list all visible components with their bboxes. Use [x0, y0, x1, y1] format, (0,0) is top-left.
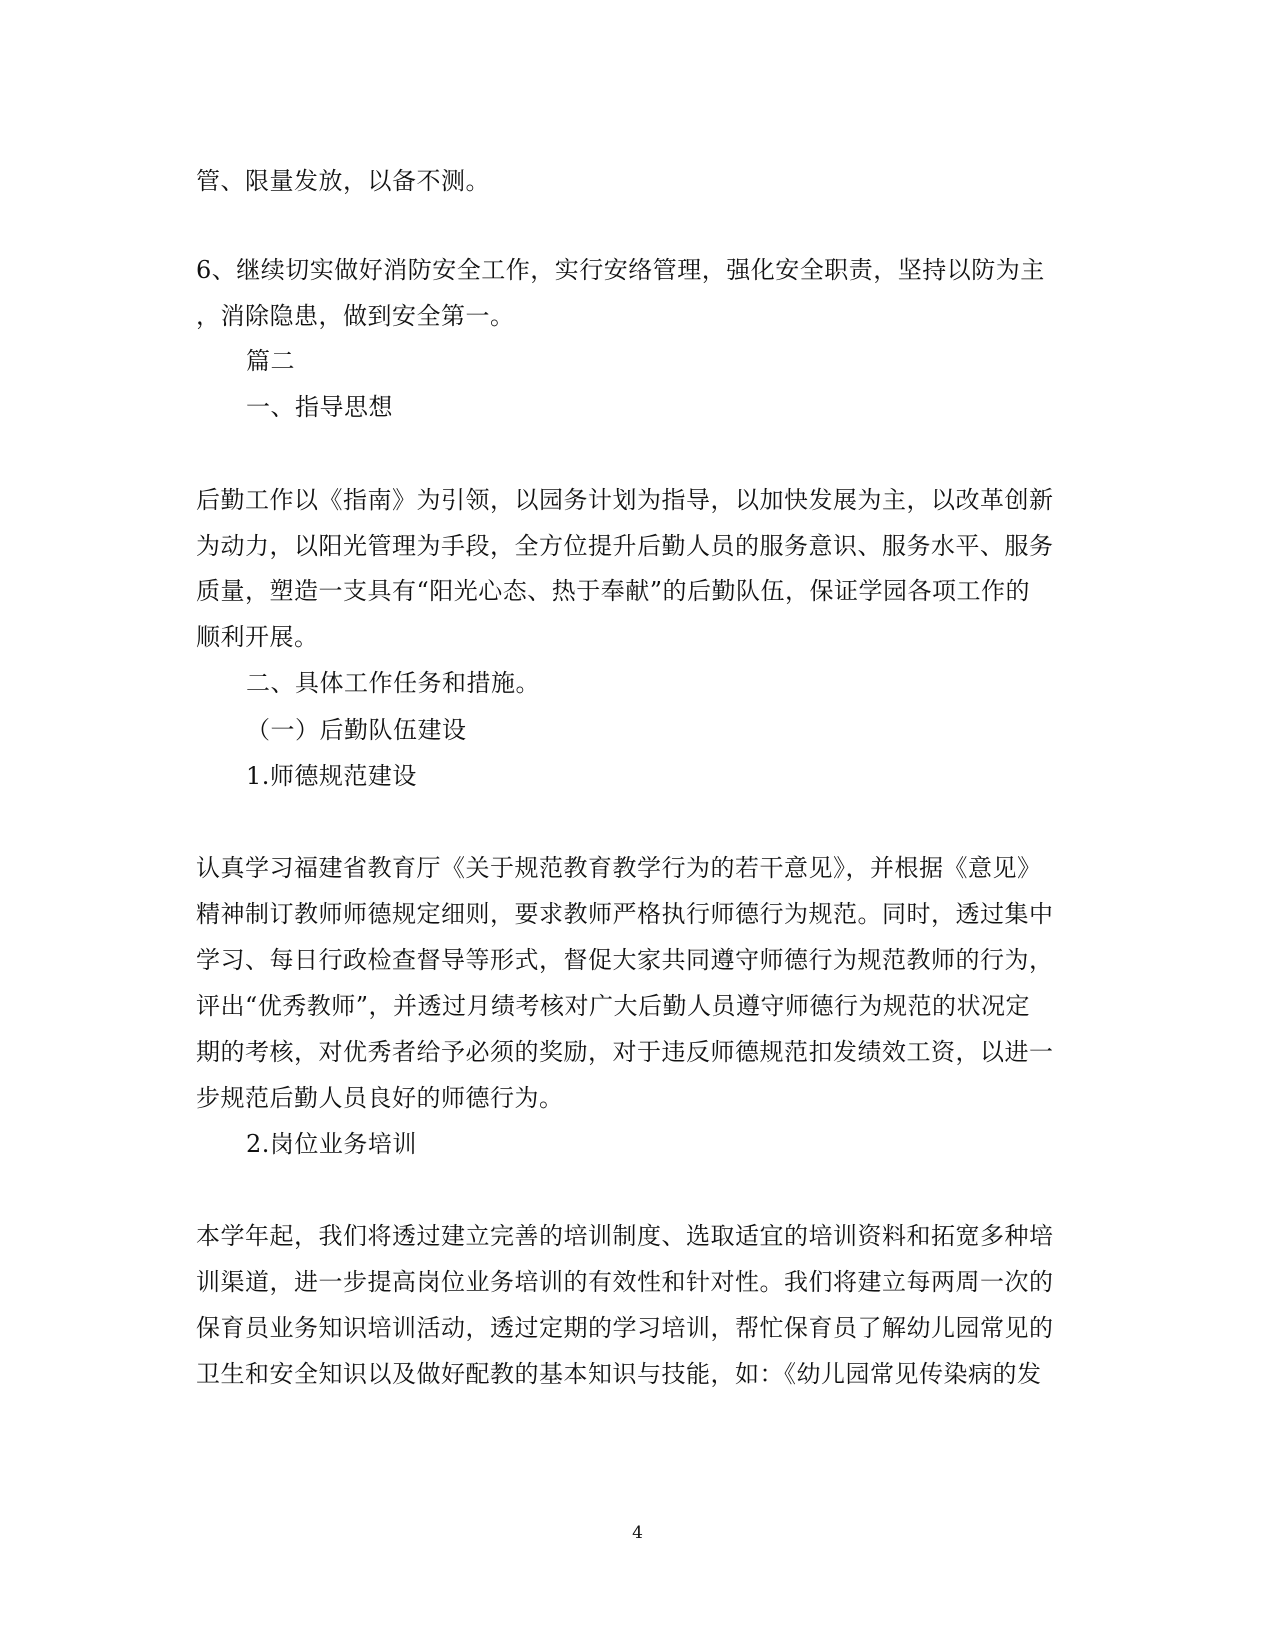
body-text-line: 保育员业务知识培训活动，透过定期的学习培训，帮忙保育员了解幼儿园常见的	[196, 1314, 1054, 1342]
page-number: 4	[632, 1523, 643, 1543]
body-text-line: 管、限量发放，以备不测。	[196, 167, 490, 195]
body-text-line: 顺利开展。	[196, 623, 319, 651]
section-heading: 篇二	[246, 347, 295, 375]
body-text-line: 质量，塑造一支具有“阳光心态、热于奉献”的后勤队伍，保证学园各项工作的	[196, 577, 1031, 605]
body-text-line: 训渠道，进一步提高岗位业务培训的有效性和针对性。我们将建立每两周一次的	[196, 1268, 1054, 1296]
body-text-line: 期的考核，对优秀者给予必须的奖励，对于违反师德规范扣发绩效工资，以进一	[196, 1038, 1054, 1066]
section-heading: 一、指导思想	[246, 393, 393, 421]
body-text-line: 认真学习福建省教育厅《关于规范教育教学行为的若干意见》，并根据《意见》	[196, 854, 1042, 882]
body-text-line: 为动力，以阳光管理为手段，全方位提升后勤人员的服务意识、服务水平、服务	[196, 532, 1054, 560]
body-text-line: 精神制订教师师德规定细则，要求教师严格执行师德行为规范。同时，透过集中	[196, 900, 1054, 928]
body-text-line: 本学年起，我们将透过建立完善的培训制度、选取适宜的培训资料和拓宽多种培	[196, 1222, 1054, 1250]
subsection-heading: 2.岗位业务培训	[246, 1130, 417, 1158]
body-text-line: 后勤工作以《指南》为引领，以园务计划为指导，以加快发展为主，以改革创新	[196, 486, 1054, 514]
body-text-line: 卫生和安全知识以及做好配教的基本知识与技能，如：《幼儿园常见传染病的发	[196, 1360, 1042, 1388]
body-text-line: ，消除隐患，做到安全第一。	[196, 302, 515, 330]
body-text-line: 学习、每日行政检查督导等形式，督促大家共同遵守师德行为规范教师的行为，	[196, 946, 1054, 974]
body-text-line: 步规范后勤人员良好的师德行为。	[196, 1084, 564, 1112]
body-text-line: 评出“优秀教师”，并透过月绩考核对广大后勤人员遵守师德行为规范的状况定	[196, 992, 1031, 1020]
body-text-line: 6、继续切实做好消防安全工作，实行安络管理，强化安全职责，坚持以防为主	[196, 256, 1045, 284]
section-heading: 二、具体工作任务和措施。	[246, 669, 540, 697]
subsection-heading: 1.师德规范建设	[246, 762, 417, 790]
subsection-heading: （一）后勤队伍建设	[246, 716, 467, 744]
